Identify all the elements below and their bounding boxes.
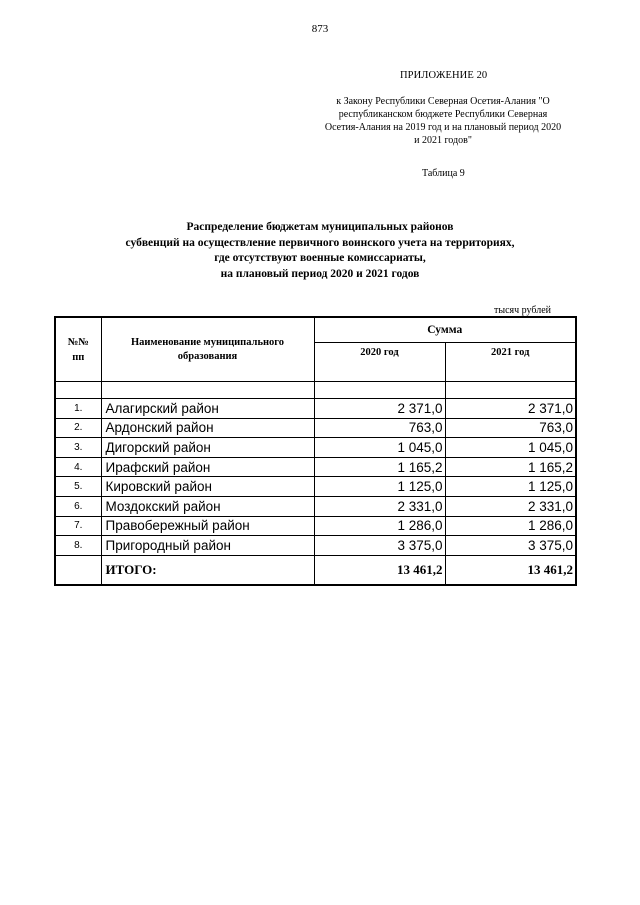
document-title [0,220,640,282]
spacer-cell [314,382,445,399]
total-value-2021: 13 461,2 [445,555,576,585]
header-number-line1: №№ [67,336,89,348]
appendix-label: ПРИЛОЖЕНИЕ 20 [400,70,488,81]
row-number: 6. [55,496,101,516]
law-reference-line: и 2021 годов" [414,135,472,146]
title-line: Распределение бюджетам муниципальных районов [186,221,454,233]
total-value-2020: 13 461,2 [314,555,445,585]
row-value-2020: 763,0 [314,418,445,438]
title-line: субвенций на осуществление первичного воинского учета на территориях, [125,236,515,249]
row-district-name: Правобережный район [101,516,314,536]
row-value-2021: 1 125,0 [445,477,576,497]
table-spacer-row [55,382,576,399]
row-number: 4. [55,457,101,477]
row-value-2021: 1 286,0 [445,516,576,536]
row-number: 5. [55,477,101,497]
table-row [55,536,576,556]
row-district-name: Ирафский район [101,457,314,477]
row-value-2020: 1 165,2 [314,457,445,477]
row-value-2020: 2 371,0 [314,399,445,419]
table-row [55,418,576,438]
row-district-name: Алагирский район [101,399,314,419]
header-year-2020: 2020 год [314,343,445,382]
table-header-row [55,317,576,343]
row-value-2020: 3 375,0 [314,536,445,556]
table-row [55,516,576,536]
row-district-name: Ардонский район [101,418,314,438]
row-value-2020: 1 125,0 [314,477,445,497]
total-label: ИТОГО: [101,555,314,585]
row-number: 8. [55,536,101,556]
table-total-row [55,555,576,585]
row-value-2020: 1 286,0 [314,516,445,536]
row-number: 3. [55,438,101,458]
header-name-line1: Наименование муниципального [130,336,285,348]
row-district-name: Пригородный район [101,536,314,556]
law-reference-line: Осетия-Алания на 2019 год и на плановый период 2020 [324,122,562,133]
row-value-2020: 1 045,0 [314,438,445,458]
row-value-2021: 2 371,0 [445,399,576,419]
row-district-name: Дигорский район [101,438,314,458]
budget-table [54,316,577,586]
page-number: 873 [311,23,329,35]
table-row [55,399,576,419]
units-label: тысяч рублей [494,305,552,316]
header-name [101,317,314,382]
header-number-line2: пп [72,351,85,363]
row-value-2021: 3 375,0 [445,536,576,556]
row-value-2020: 2 331,0 [314,496,445,516]
table-row [55,496,576,516]
row-number: 1. [55,399,101,419]
title-line: где отсутствуют военные комиссариаты, [214,252,426,264]
row-value-2021: 1 165,2 [445,457,576,477]
law-reference-line: республиканском бюджете Республики Северная [338,109,548,120]
row-district-name: Кировский район [101,477,314,497]
spacer-cell [101,382,314,399]
row-value-2021: 2 331,0 [445,496,576,516]
table-label: Таблица 9 [422,168,465,179]
header-year-2021: 2021 год [445,343,576,382]
header-number [55,317,101,382]
header-name-line2: образования [177,350,238,362]
total-number-cell [55,555,101,585]
header-sum: Сумма [314,317,576,343]
row-number: 2. [55,418,101,438]
title-line: на плановый период 2020 и 2021 годов [220,267,420,280]
law-reference [298,95,588,147]
row-value-2021: 763,0 [445,418,576,438]
table-row [55,438,576,458]
table-row [55,477,576,497]
law-reference-line: к Закону Республики Северная Осетия-Алания "О [336,96,550,107]
spacer-cell [445,382,576,399]
table-row [55,457,576,477]
row-value-2021: 1 045,0 [445,438,576,458]
spacer-cell [55,382,101,399]
row-district-name: Моздокский район [101,496,314,516]
row-number: 7. [55,516,101,536]
